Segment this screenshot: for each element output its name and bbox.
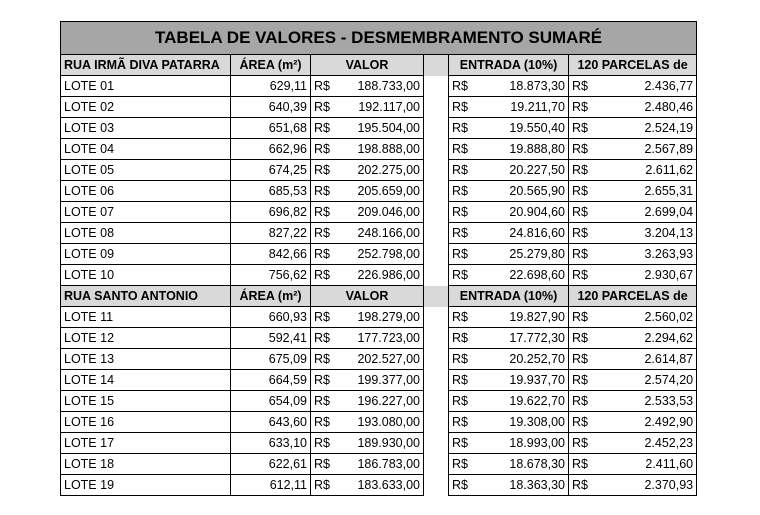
lote-name: LOTE 18 — [61, 454, 231, 475]
gap-cell — [424, 244, 449, 265]
entrada-amount: 19.888,80 — [479, 139, 569, 160]
gap-cell — [424, 454, 449, 475]
area-value: 674,25 — [231, 160, 311, 181]
table-row — [61, 391, 697, 412]
table-row — [61, 202, 697, 223]
parcela-currency: R$ — [569, 118, 599, 139]
entrada-amount: 19.827,90 — [479, 307, 569, 328]
valor-amount: 205.659,00 — [341, 181, 424, 202]
parcela-amount: 2.560,02 — [599, 307, 697, 328]
entrada-currency: R$ — [449, 454, 479, 475]
area-header: ÁREA (m²) — [231, 286, 311, 307]
lote-name: LOTE 01 — [61, 76, 231, 97]
entrada-currency: R$ — [449, 76, 479, 97]
parcela-currency: R$ — [569, 160, 599, 181]
parcela-currency: R$ — [569, 223, 599, 244]
valor-amount: 202.527,00 — [341, 349, 424, 370]
gap-cell — [424, 97, 449, 118]
parcela-currency: R$ — [569, 433, 599, 454]
parcela-currency: R$ — [569, 244, 599, 265]
parcela-amount: 2.614,87 — [599, 349, 697, 370]
parcela-currency: R$ — [569, 181, 599, 202]
area-value: 592,41 — [231, 328, 311, 349]
parcela-amount: 2.452,23 — [599, 433, 697, 454]
lote-name: LOTE 09 — [61, 244, 231, 265]
valor-currency: R$ — [311, 307, 341, 328]
table-row — [61, 160, 697, 181]
area-value: 622,61 — [231, 454, 311, 475]
table-row — [61, 307, 697, 328]
valor-currency: R$ — [311, 475, 341, 496]
entrada-currency: R$ — [449, 160, 479, 181]
parcela-currency: R$ — [569, 370, 599, 391]
entrada-amount: 24.816,60 — [479, 223, 569, 244]
area-value: 685,53 — [231, 181, 311, 202]
parcela-amount: 2.930,67 — [599, 265, 697, 286]
parcela-amount: 3.263,93 — [599, 244, 697, 265]
lote-name: LOTE 07 — [61, 202, 231, 223]
lote-name: LOTE 05 — [61, 160, 231, 181]
lote-name: LOTE 12 — [61, 328, 231, 349]
parcela-currency: R$ — [569, 76, 599, 97]
table-row — [61, 118, 697, 139]
gap-cell — [424, 286, 449, 307]
gap-cell — [424, 76, 449, 97]
valor-currency: R$ — [311, 139, 341, 160]
valor-amount: 202.275,00 — [341, 160, 424, 181]
gap-cell — [424, 412, 449, 433]
entrada-amount: 19.308,00 — [479, 412, 569, 433]
parcela-currency: R$ — [569, 328, 599, 349]
entrada-currency: R$ — [449, 370, 479, 391]
parcela-currency: R$ — [569, 391, 599, 412]
entrada-currency: R$ — [449, 223, 479, 244]
parcela-amount: 2.370,93 — [599, 475, 697, 496]
parcela-amount: 2.655,31 — [599, 181, 697, 202]
valor-currency: R$ — [311, 433, 341, 454]
entrada-currency: R$ — [449, 265, 479, 286]
price-table-body — [61, 22, 697, 496]
gap-cell — [424, 433, 449, 454]
area-value: 675,09 — [231, 349, 311, 370]
parcela-amount: 2.533,53 — [599, 391, 697, 412]
lote-name: LOTE 10 — [61, 265, 231, 286]
valor-amount: 252.798,00 — [341, 244, 424, 265]
table-row — [61, 370, 697, 391]
entrada-currency: R$ — [449, 391, 479, 412]
valor-amount: 183.633,00 — [341, 475, 424, 496]
table-row — [61, 223, 697, 244]
parcela-currency: R$ — [569, 412, 599, 433]
parcela-currency: R$ — [569, 307, 599, 328]
valor-header: VALOR — [311, 286, 424, 307]
valor-currency: R$ — [311, 391, 341, 412]
price-table-sheet — [60, 21, 696, 496]
area-value: 660,93 — [231, 307, 311, 328]
area-value: 664,59 — [231, 370, 311, 391]
gap-cell — [424, 391, 449, 412]
valor-currency: R$ — [311, 97, 341, 118]
entrada-amount: 20.565,90 — [479, 181, 569, 202]
parcelas-header: 120 PARCELAS de — [569, 286, 697, 307]
entrada-currency: R$ — [449, 139, 479, 160]
valor-currency: R$ — [311, 244, 341, 265]
valor-currency: R$ — [311, 118, 341, 139]
entrada-amount: 19.622,70 — [479, 391, 569, 412]
entrada-currency: R$ — [449, 328, 479, 349]
valor-amount: 226.986,00 — [341, 265, 424, 286]
parcelas-header: 120 PARCELAS de — [569, 55, 697, 76]
title-row — [61, 22, 697, 55]
lote-name: LOTE 04 — [61, 139, 231, 160]
gap-cell — [424, 370, 449, 391]
valor-amount: 209.046,00 — [341, 202, 424, 223]
parcela-amount: 2.611,62 — [599, 160, 697, 181]
entrada-amount: 18.363,30 — [479, 475, 569, 496]
table-title: TABELA DE VALORES - DESMEMBRAMENTO SUMARÉ — [61, 22, 697, 55]
area-value: 654,09 — [231, 391, 311, 412]
gap-cell — [424, 223, 449, 244]
valor-amount: 198.279,00 — [341, 307, 424, 328]
gap-cell — [424, 307, 449, 328]
area-value: 662,96 — [231, 139, 311, 160]
table-row — [61, 76, 697, 97]
entrada-currency: R$ — [449, 349, 479, 370]
entrada-currency: R$ — [449, 475, 479, 496]
parcela-currency: R$ — [569, 139, 599, 160]
entrada-amount: 19.211,70 — [479, 97, 569, 118]
gap-cell — [424, 55, 449, 76]
gap-cell — [424, 181, 449, 202]
entrada-currency: R$ — [449, 181, 479, 202]
area-value: 842,66 — [231, 244, 311, 265]
lote-name: LOTE 03 — [61, 118, 231, 139]
lote-name: LOTE 11 — [61, 307, 231, 328]
valor-amount: 248.166,00 — [341, 223, 424, 244]
entrada-amount: 19.937,70 — [479, 370, 569, 391]
table-row — [61, 265, 697, 286]
area-value: 756,62 — [231, 265, 311, 286]
entrada-amount: 18.993,00 — [479, 433, 569, 454]
valor-amount: 198.888,00 — [341, 139, 424, 160]
gap-cell — [424, 328, 449, 349]
valor-currency: R$ — [311, 76, 341, 97]
valor-amount: 189.930,00 — [341, 433, 424, 454]
entrada-amount: 17.772,30 — [479, 328, 569, 349]
gap-cell — [424, 118, 449, 139]
street-name: RUA SANTO ANTONIO — [61, 286, 231, 307]
table-row — [61, 475, 697, 496]
lote-name: LOTE 16 — [61, 412, 231, 433]
lote-name: LOTE 19 — [61, 475, 231, 496]
lote-name: LOTE 15 — [61, 391, 231, 412]
lote-name: LOTE 02 — [61, 97, 231, 118]
gap-cell — [424, 139, 449, 160]
entrada-amount: 20.252,70 — [479, 349, 569, 370]
entrada-amount: 20.904,60 — [479, 202, 569, 223]
parcela-currency: R$ — [569, 454, 599, 475]
parcela-amount: 2.699,04 — [599, 202, 697, 223]
lote-name: LOTE 06 — [61, 181, 231, 202]
entrada-currency: R$ — [449, 97, 479, 118]
parcela-amount: 2.436,77 — [599, 76, 697, 97]
table-row — [61, 454, 697, 475]
gap-cell — [424, 349, 449, 370]
entrada-amount: 25.279,80 — [479, 244, 569, 265]
parcela-currency: R$ — [569, 265, 599, 286]
entrada-currency: R$ — [449, 244, 479, 265]
parcela-currency: R$ — [569, 349, 599, 370]
valor-currency: R$ — [311, 223, 341, 244]
area-value: 612,11 — [231, 475, 311, 496]
valor-currency: R$ — [311, 454, 341, 475]
street-name: RUA IRMÃ DIVA PATARRA — [61, 55, 231, 76]
parcela-amount: 2.480,46 — [599, 97, 697, 118]
table-row — [61, 139, 697, 160]
parcela-currency: R$ — [569, 475, 599, 496]
parcela-amount: 2.411,60 — [599, 454, 697, 475]
parcela-amount: 3.204,13 — [599, 223, 697, 244]
parcela-currency: R$ — [569, 202, 599, 223]
valor-amount: 186.783,00 — [341, 454, 424, 475]
entrada-amount: 20.227,50 — [479, 160, 569, 181]
section-header-row — [61, 55, 697, 76]
gap-cell — [424, 265, 449, 286]
valor-currency: R$ — [311, 370, 341, 391]
table-row — [61, 412, 697, 433]
valor-currency: R$ — [311, 412, 341, 433]
table-row — [61, 97, 697, 118]
entrada-currency: R$ — [449, 307, 479, 328]
table-row — [61, 244, 697, 265]
gap-cell — [424, 160, 449, 181]
valor-header: VALOR — [311, 55, 424, 76]
table-row — [61, 349, 697, 370]
entrada-currency: R$ — [449, 412, 479, 433]
lote-name: LOTE 13 — [61, 349, 231, 370]
valor-currency: R$ — [311, 160, 341, 181]
valor-amount: 188.733,00 — [341, 76, 424, 97]
table-row — [61, 181, 697, 202]
parcela-amount: 2.567,89 — [599, 139, 697, 160]
price-table — [60, 21, 697, 496]
parcela-amount: 2.524,19 — [599, 118, 697, 139]
entrada-header: ENTRADA (10%) — [449, 55, 569, 76]
valor-amount: 196.227,00 — [341, 391, 424, 412]
entrada-amount: 18.873,30 — [479, 76, 569, 97]
area-value: 827,22 — [231, 223, 311, 244]
valor-currency: R$ — [311, 265, 341, 286]
area-value: 633,10 — [231, 433, 311, 454]
parcela-currency: R$ — [569, 97, 599, 118]
area-value: 629,11 — [231, 76, 311, 97]
parcela-amount: 2.574,20 — [599, 370, 697, 391]
valor-amount: 193.080,00 — [341, 412, 424, 433]
table-row — [61, 433, 697, 454]
entrada-amount: 18.678,30 — [479, 454, 569, 475]
gap-cell — [424, 202, 449, 223]
valor-currency: R$ — [311, 328, 341, 349]
parcela-amount: 2.492,90 — [599, 412, 697, 433]
section-header-row — [61, 286, 697, 307]
entrada-amount: 22.698,60 — [479, 265, 569, 286]
area-value: 696,82 — [231, 202, 311, 223]
valor-currency: R$ — [311, 202, 341, 223]
valor-amount: 195.504,00 — [341, 118, 424, 139]
parcela-amount: 2.294,62 — [599, 328, 697, 349]
valor-amount: 177.723,00 — [341, 328, 424, 349]
valor-amount: 192.117,00 — [341, 97, 424, 118]
lote-name: LOTE 08 — [61, 223, 231, 244]
table-row — [61, 328, 697, 349]
entrada-amount: 19.550,40 — [479, 118, 569, 139]
entrada-currency: R$ — [449, 433, 479, 454]
entrada-header: ENTRADA (10%) — [449, 286, 569, 307]
area-header: ÁREA (m²) — [231, 55, 311, 76]
lote-name: LOTE 17 — [61, 433, 231, 454]
area-value: 643,60 — [231, 412, 311, 433]
entrada-currency: R$ — [449, 118, 479, 139]
area-value: 651,68 — [231, 118, 311, 139]
gap-cell — [424, 475, 449, 496]
valor-currency: R$ — [311, 181, 341, 202]
lote-name: LOTE 14 — [61, 370, 231, 391]
valor-currency: R$ — [311, 349, 341, 370]
valor-amount: 199.377,00 — [341, 370, 424, 391]
area-value: 640,39 — [231, 97, 311, 118]
entrada-currency: R$ — [449, 202, 479, 223]
